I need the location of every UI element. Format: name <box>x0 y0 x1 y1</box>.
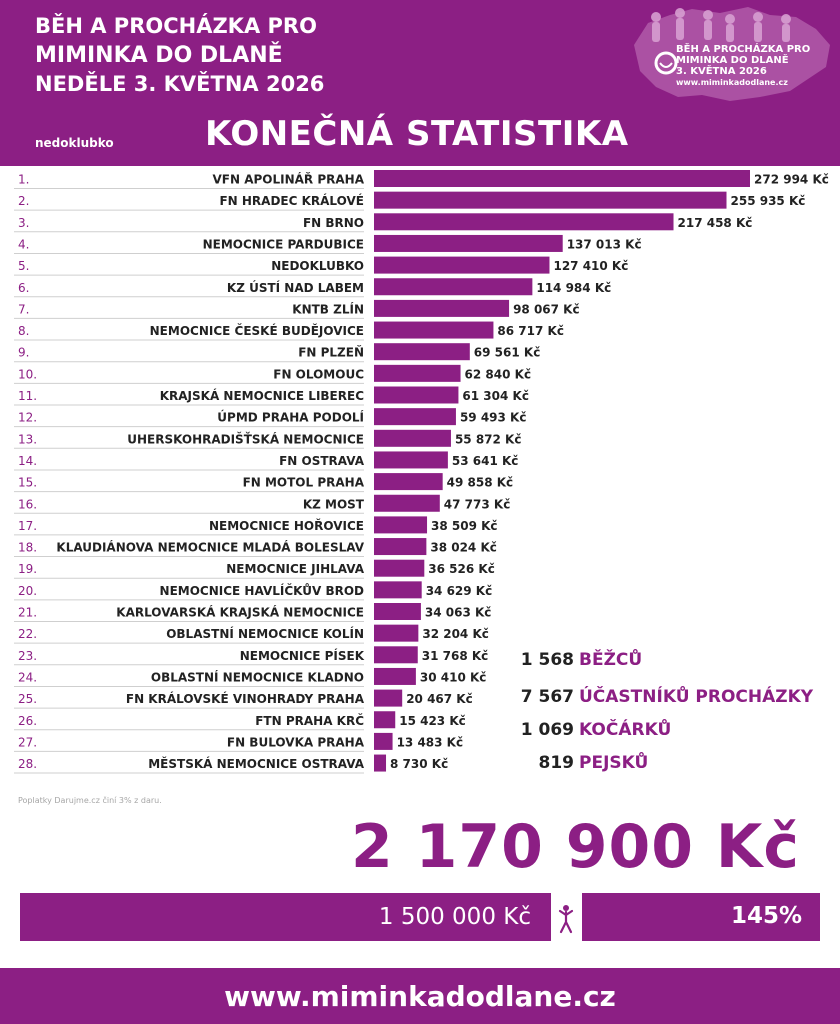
value-label: 13 483 Kč <box>396 735 464 750</box>
bar <box>374 538 426 555</box>
rank-label: 17. <box>18 518 38 533</box>
event-title-line: BĚH A PROCHÁZKA PRO <box>35 14 317 38</box>
footer-url: www.miminkadodlane.cz <box>224 980 616 1013</box>
value-label: 98 067 Kč <box>513 302 580 317</box>
value-label: 137 013 Kč <box>566 237 642 252</box>
value-label: 86 717 Kč <box>497 324 564 339</box>
category-label: OBLASTNÍ NEMOCNICE KOLÍN <box>166 627 364 642</box>
value-label: 62 840 Kč <box>464 367 532 382</box>
value-label: 49 858 Kč <box>446 475 514 490</box>
category-label: KZ ÚSTÍ NAD LABEM <box>226 280 364 295</box>
bar <box>374 755 386 772</box>
value-label: 38 509 Kč <box>431 518 498 533</box>
badge-line: BĚH A PROCHÁZKA PRO <box>676 44 811 55</box>
stat-label: BĚŽCŮ <box>579 650 643 670</box>
category-label: NEMOCNICE PÍSEK <box>239 648 364 663</box>
category-label: NEMOCNICE ČESKÉ BUDĚJOVICE <box>149 324 364 339</box>
stat-label: PEJSKŮ <box>579 753 649 773</box>
value-label: 31 768 Kč <box>421 648 489 663</box>
bar <box>374 473 443 490</box>
bar <box>374 408 456 425</box>
rank-label: 1. <box>18 172 30 187</box>
rank-label: 22. <box>18 627 38 642</box>
value-label: 36 526 Kč <box>428 562 495 577</box>
stat-strollers <box>470 720 671 740</box>
bar <box>374 430 451 447</box>
bar <box>374 516 427 533</box>
category-label: NEDOKLUBKO <box>271 259 364 274</box>
bar <box>374 300 509 317</box>
bar <box>374 257 549 274</box>
rank-label: 24. <box>18 670 38 685</box>
value-label: 30 410 Kč <box>419 670 487 685</box>
bar <box>374 213 674 230</box>
bar <box>374 343 470 360</box>
rank-label: 20. <box>18 583 38 598</box>
value-label: 255 935 Kč <box>730 194 806 209</box>
rank-label: 15. <box>18 475 38 490</box>
value-label: 34 063 Kč <box>424 605 492 620</box>
category-label: UHERSKOHRADIŠŤSKÁ NEMOCNICE <box>127 432 364 447</box>
rank-label: 10. <box>18 367 38 382</box>
bar <box>374 235 563 252</box>
bar <box>374 581 422 598</box>
category-label: FN PLZEŇ <box>298 345 364 360</box>
bar <box>374 322 493 339</box>
rank-label: 4. <box>18 237 30 252</box>
goal-percent-box <box>582 893 820 941</box>
stat-number: 7 567 <box>520 687 574 707</box>
rank-label: 16. <box>18 497 38 512</box>
rank-label: 9. <box>18 345 30 360</box>
category-label: FN BULOVKA PRAHA <box>226 735 364 750</box>
rank-label: 14. <box>18 453 38 468</box>
bar <box>374 192 727 209</box>
bar <box>374 278 532 295</box>
rank-label: 3. <box>18 215 30 230</box>
category-label: FN KRÁLOVSKÉ VINOHRADY PRAHA <box>125 692 364 707</box>
value-label: 61 304 Kč <box>462 389 529 403</box>
bar <box>374 387 458 404</box>
value-label: 59 493 Kč <box>459 410 527 425</box>
stat-label: ÚČASTNÍKŮ PROCHÁZKY <box>579 687 814 707</box>
value-label: 34 629 Kč <box>425 583 493 598</box>
bar <box>374 646 418 663</box>
rank-label: 7. <box>18 302 30 317</box>
category-label: FTN PRAHA KRČ <box>255 713 364 728</box>
value-label: 272 994 Kč <box>754 172 829 187</box>
stat-number: 1 568 <box>520 650 574 670</box>
category-label: NEMOCNICE HOŘOVICE <box>209 518 364 533</box>
bar <box>374 668 416 685</box>
value-label: 55 872 Kč <box>454 432 522 447</box>
value-label: 20 467 Kč <box>406 692 473 707</box>
event-badge-text <box>676 44 810 88</box>
badge-line: 3. KVĚTNA 2026 <box>676 66 767 77</box>
badge-line: MIMINKA DO DLANĚ <box>676 55 789 66</box>
value-label: 217 458 Kč <box>677 215 753 230</box>
goal-box <box>20 893 551 941</box>
stat-walkers <box>470 687 813 707</box>
bar <box>374 690 402 707</box>
rank-label: 26. <box>18 713 38 728</box>
bar <box>374 603 421 620</box>
rank-label: 12. <box>18 410 38 425</box>
bar <box>374 170 750 187</box>
value-label: 38 024 Kč <box>430 540 497 555</box>
value-label: 53 641 Kč <box>451 453 519 468</box>
rank-label: 27. <box>18 735 38 750</box>
category-label: MĚSTSKÁ NEMOCNICE OSTRAVA <box>148 757 364 772</box>
rank-label: 19. <box>18 562 38 577</box>
rank-label: 25. <box>18 692 38 707</box>
runner-icon <box>556 904 576 934</box>
rank-label: 5. <box>18 259 30 274</box>
category-label: KNTB ZLÍN <box>292 302 364 317</box>
rank-label: 8. <box>18 324 30 339</box>
bar <box>374 451 448 468</box>
category-label: NEMOCNICE JIHLAVA <box>226 562 364 577</box>
stat-number: 1 069 <box>520 720 574 740</box>
category-label: NEMOCNICE HAVLÍČKŮV BROD <box>159 583 364 598</box>
rank-label: 2. <box>18 194 30 209</box>
value-label: 8 730 Kč <box>390 757 449 772</box>
value-label: 47 773 Kč <box>443 497 511 512</box>
bar <box>374 711 395 728</box>
bar <box>374 365 461 382</box>
category-label: NEMOCNICE PARDUBICE <box>202 237 364 252</box>
header-banner <box>0 0 840 166</box>
rank-label: 18. <box>18 540 38 555</box>
category-label: KLAUDIÁNOVA NEMOCNICE MLADÁ BOLESLAV <box>56 540 364 555</box>
rank-label: 13. <box>18 432 38 447</box>
category-label: KZ MOST <box>302 497 364 512</box>
stat-number: 819 <box>538 753 574 773</box>
stat-runners <box>470 650 642 670</box>
badge-url: www.miminkadodlane.cz <box>676 78 788 87</box>
category-label: FN OSTRAVA <box>279 453 364 468</box>
event-title-line: MIMINKA DO DLANĚ <box>35 43 283 68</box>
footer-banner <box>0 968 840 1024</box>
rank-label: 21. <box>18 605 38 620</box>
event-date: NEDĚLE 3. KVĚTNA 2026 <box>35 72 325 96</box>
value-label: 114 984 Kč <box>536 280 612 295</box>
value-label: 127 410 Kč <box>553 259 629 274</box>
category-label: KARLOVARSKÁ KRAJSKÁ NEMOCNICE <box>116 605 364 620</box>
rank-label: 23. <box>18 648 38 663</box>
total-amount: 2 170 900 Kč <box>351 812 800 882</box>
category-label: FN MOTOL PRAHA <box>242 475 364 490</box>
value-label: 69 561 Kč <box>473 345 541 360</box>
category-label: KRAJSKÁ NEMOCNICE LIBEREC <box>159 389 364 403</box>
bar <box>374 560 424 577</box>
stat-label: KOČÁRKŮ <box>579 720 672 740</box>
category-label: FN BRNO <box>302 215 364 230</box>
bar <box>374 495 440 512</box>
fee-note: Poplatky Darujme.cz činí 3% z daru. <box>18 796 162 805</box>
rank-label: 28. <box>18 757 38 772</box>
category-label: FN HRADEC KRÁLOVÉ <box>219 194 364 209</box>
bar <box>374 733 393 750</box>
category-label: FN OLOMOUC <box>273 367 364 382</box>
goal-amount: 1 500 000 Kč <box>378 904 531 930</box>
category-label: ÚPMD PRAHA PODOLÍ <box>217 410 364 425</box>
value-label: 15 423 Kč <box>399 713 466 728</box>
page-title: KONEČNÁ STATISTIKA <box>205 114 629 154</box>
bar <box>374 625 418 642</box>
rank-label: 6. <box>18 280 30 295</box>
category-label: VFN APOLINÁŘ PRAHA <box>212 172 364 187</box>
stat-dogs <box>470 753 648 773</box>
goal-percent: 145% <box>730 903 802 929</box>
event-title <box>35 12 324 99</box>
nedoklubko-logo: nedoklubko <box>35 136 114 150</box>
category-label: OBLASTNÍ NEMOCNICE KLADNO <box>150 670 364 685</box>
value-label: 32 204 Kč <box>422 627 489 642</box>
rank-label: 11. <box>18 389 38 403</box>
